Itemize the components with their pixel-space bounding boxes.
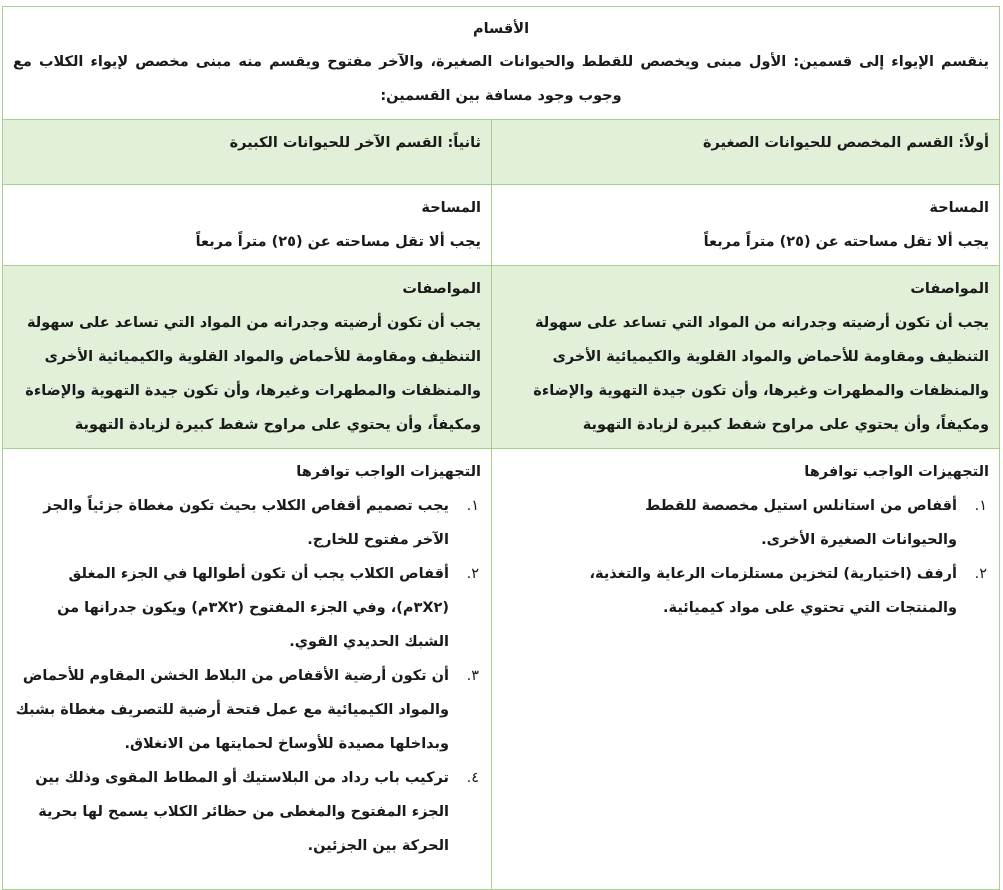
second-section-title-cell <box>3 120 492 185</box>
list-item <box>572 489 987 557</box>
second-equipment-cell <box>3 449 492 890</box>
second-area-label: المساحة <box>421 200 481 216</box>
list-item <box>13 659 479 761</box>
list-text: أرفف (اختيارية) لتخزين مستلزمات الرعاية والتغذية، والمنتجات التي تحتوي على مواد كيميائية. <box>589 566 957 616</box>
list-item <box>13 489 479 557</box>
list-number: ٢. <box>466 566 479 582</box>
second-equipment-list <box>13 489 481 863</box>
list-number: ٢. <box>974 566 987 582</box>
list-number: ١. <box>466 498 479 514</box>
first-area-label: المساحة <box>929 200 989 216</box>
sections-table <box>2 6 1000 890</box>
second-area-text: يجب ألا تقل مساحته عن (٢٥) متراً مربعاً <box>195 234 481 250</box>
list-text: تركيب باب رداد من البلاستيك أو المطاط المقوى وذلك بين الجزء المفتوح والمغطى من حظائر الكلاب يسمح لها بحرية الحركة بين الجزئين. <box>35 770 449 854</box>
list-number: ٤. <box>466 770 479 786</box>
list-number: ١. <box>974 498 987 514</box>
second-specs-text: يجب أن تكون أرضيته وجدرانه من المواد التي تساعد على سهولة التنظيف ومقاومة للأحماض والمواد القلوية والكيميائية الأخرى والمنظفات والمطهرات وغيرها، وأن تكون جيدة التهوية والإضاءة ومكيفاً، وأن يحتوي على مراوح شفط كبيرة لزيادة التهوية <box>25 315 481 433</box>
first-equipment-list <box>502 489 989 625</box>
list-number: ٣. <box>466 668 479 684</box>
first-equipment-label: التجهيزات الواجب توافرها <box>804 464 989 480</box>
table-title: الأقسام <box>472 21 530 37</box>
table-header <box>3 7 1000 120</box>
second-specs-cell <box>3 266 492 449</box>
list-item <box>572 557 987 625</box>
list-text: أقفاص الكلاب يجب أن تكون أطوالها في الجزء المغلق (٣X٢م)، وفي الجزء المفتوح (٣X٢م) ويكون جدرانها من الشبك الحديدي القوي. <box>57 566 449 650</box>
first-specs-label: المواصفات <box>910 281 989 297</box>
list-text: أقفاص من استانلس استيل مخصصة للقطط والحيوانات الصغيرة الأخرى. <box>645 498 957 548</box>
first-specs-text: يجب أن تكون أرضيته وجدرانه من المواد التي تساعد على سهولة التنظيف ومقاومة للأحماض والمواد القلوية والكيميائية الأخرى والمنظفات والمطهرات وغيرها، وأن تكون جيدة التهوية والإضاءة ومكيفاً، وأن يحتوي على مراوح شفط كبيرة لزيادة التهوية <box>533 315 989 433</box>
first-section-title: أولاً: القسم المخصص للحيوانات الصغيرة <box>702 135 989 151</box>
second-section-title: ثانياً: القسم الآخر للحيوانات الكبيرة <box>229 135 481 151</box>
list-text: يجب تصميم أقفاص الكلاب بحيث تكون مغطاة جزئياً والجز الآخر مفتوح للخارج. <box>43 498 449 548</box>
first-section-title-cell <box>492 120 1000 185</box>
table-intro: ينقسم الإيواء إلى قسمين: الأول مبنى ويخصص للقطط والحيوانات الصغيرة، والآخر مفتوح ويقسم منه مبنى مخصص لإيواء الكلاب مع وجوب وجود مسافة بين القسمين: <box>13 54 989 104</box>
second-area-cell <box>3 185 492 266</box>
list-item <box>13 761 479 863</box>
list-item <box>13 557 479 659</box>
first-equipment-cell <box>492 449 1000 890</box>
first-specs-cell <box>492 266 1000 449</box>
first-area-text: يجب ألا تقل مساحته عن (٢٥) متراً مربعاً <box>703 234 989 250</box>
first-area-cell <box>492 185 1000 266</box>
second-specs-label: المواصفات <box>402 281 481 297</box>
list-text: أن تكون أرضية الأقفاص من البلاط الخشن المقاوم للأحماض والمواد الكيميائية مع عمل فتحة أرضية للتصريف مغطاة بشبك وبداخلها مصيدة للأوساخ لحمايتها من الانغلاق. <box>15 668 449 752</box>
second-equipment-label: التجهيزات الواجب توافرها <box>296 464 481 480</box>
